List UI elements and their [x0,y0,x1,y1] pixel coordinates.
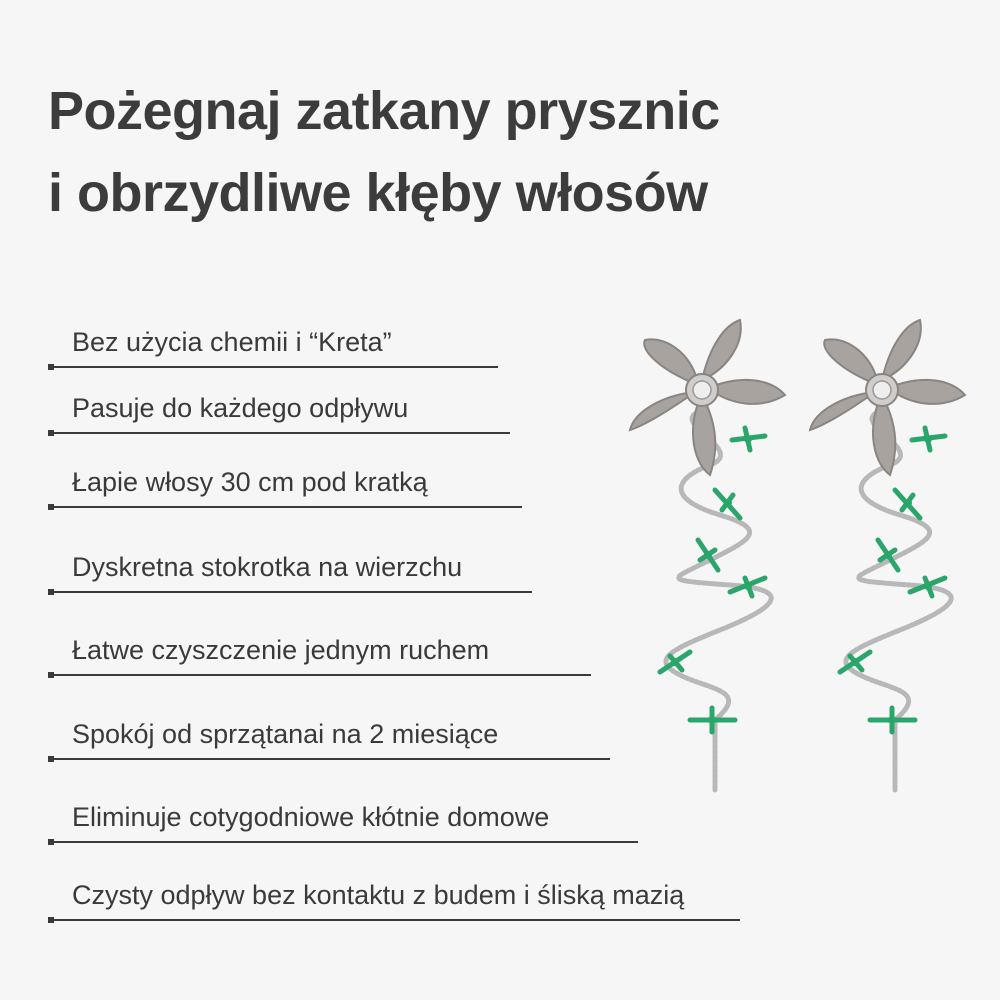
feature-divider [48,432,510,434]
feature-label: Eliminuje cotygodniowe kłótnie domowe [72,802,550,832]
feature-label: Bez użycia chemii i “Kreta” [72,327,392,357]
bullet-icon [48,672,54,678]
feature-item [48,384,510,434]
feature-divider [48,366,498,368]
feature-item [48,543,532,593]
feature-divider [48,841,638,843]
feature-divider [48,674,591,676]
bullet-icon [48,364,54,370]
bullet-icon [48,504,54,510]
bullet-icon [48,839,54,845]
flower-drain-catcher-image [620,300,990,810]
feature-item [48,458,522,508]
feature-label: Łapie włosy 30 cm pod kratką [72,467,428,497]
feature-label: Spokój od sprzątanai na 2 miesiące [72,719,499,749]
feature-divider [48,919,740,921]
bullet-icon [48,756,54,762]
feature-divider [48,758,610,760]
feature-label: Łatwe czyszczenie jednym ruchem [72,635,490,665]
feature-item [48,318,498,368]
bullet-icon [48,917,54,923]
bullet-icon [48,589,54,595]
feature-divider [48,591,532,593]
headline-line-1: Pożegnaj zatkany prysznic [48,81,720,141]
feature-label: Pasuje do każdego odpływu [72,393,409,423]
feature-label: Dyskretna stokrotka na wierzchu [72,552,463,582]
headline-line-2: i obrzydliwe kłęby włosów [48,163,708,223]
headline [48,70,720,234]
bullet-icon [48,430,54,436]
feature-divider [48,506,522,508]
feature-label: Czysty odpływ bez kontaktu z budem i śliską mazią [72,880,685,910]
feature-item [48,710,610,760]
feature-item [48,626,591,676]
feature-item [48,871,740,921]
feature-item [48,793,638,843]
